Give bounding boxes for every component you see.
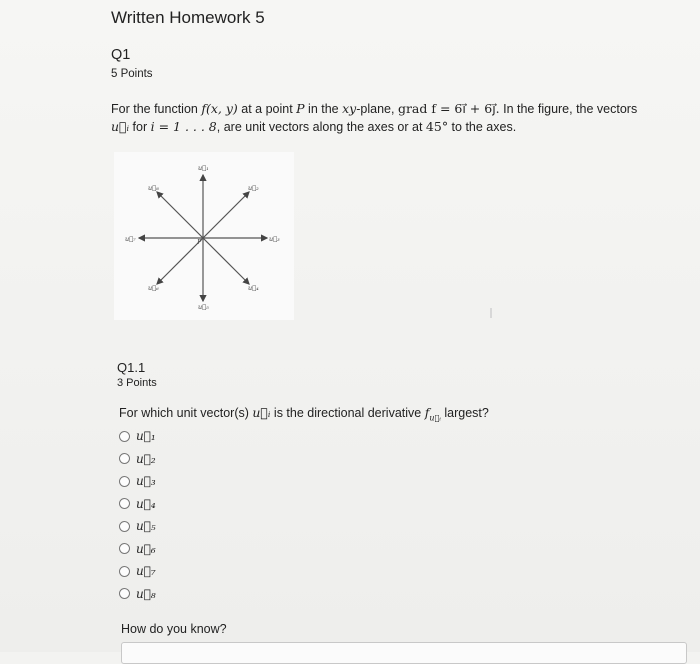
option-label: u⃗₄ — [136, 496, 156, 511]
radio-button[interactable] — [119, 543, 130, 554]
option-u7[interactable] — [119, 560, 156, 583]
radio-button[interactable] — [119, 498, 130, 509]
prompt-text: For the function — [111, 102, 202, 116]
prompt-text: -plane, — [356, 102, 398, 116]
prompt-angle: 45° — [425, 119, 449, 134]
subquestion-points: 3 Points — [117, 377, 157, 389]
question-heading: Q1 — [111, 47, 131, 63]
vector-u6-label: u⃗₆ — [148, 284, 159, 292]
option-label: u⃗₃ — [136, 474, 156, 489]
vector-u2-arrow — [203, 192, 249, 238]
stray-mark — [490, 308, 492, 318]
option-u2[interactable] — [119, 448, 156, 471]
subprompt-text: is the directional derivative — [270, 406, 425, 420]
vector-u4-arrow — [203, 238, 249, 284]
prompt-text: for — [129, 120, 151, 134]
question-prompt — [111, 100, 686, 136]
subprompt-derivative: f — [424, 405, 430, 420]
option-u8[interactable] — [119, 583, 156, 606]
radio-button[interactable] — [119, 453, 130, 464]
prompt-gradient: grad f = 6i⃗ + 6j⃗. — [397, 101, 500, 116]
radio-button[interactable] — [119, 431, 130, 442]
vector-u8-label: u⃗₈ — [148, 184, 159, 192]
radio-button[interactable] — [119, 588, 130, 599]
option-u6[interactable] — [119, 538, 156, 561]
explanation-textarea[interactable] — [121, 642, 687, 664]
answer-options — [119, 425, 156, 605]
option-label: u⃗₅ — [136, 519, 156, 534]
point-p-label: P — [197, 238, 202, 246]
subprompt-derivative-subscript: u⃗ᵢ — [429, 413, 441, 423]
subquestion-heading: Q1.1 — [117, 360, 146, 375]
prompt-text: to the axes. — [448, 120, 517, 134]
subquestion-prompt — [119, 405, 489, 423]
followup-label: How do you know? — [121, 622, 227, 636]
vector-u1-label: u⃗₁ — [198, 164, 209, 172]
vector-u8-arrow — [157, 192, 203, 238]
prompt-point: P — [296, 101, 305, 116]
prompt-text: at a point — [237, 102, 297, 116]
prompt-range: i = 1 . . . 8 — [150, 119, 217, 134]
vector-diagram — [114, 152, 294, 320]
prompt-text: , are unit vectors along the axes or at — [216, 120, 426, 134]
prompt-function: f(x, y) — [201, 101, 238, 116]
option-label: u⃗₈ — [136, 586, 156, 601]
vector-u3-label: u⃗₃ — [269, 235, 280, 243]
question-points: 5 Points — [111, 68, 153, 80]
option-u4[interactable] — [119, 493, 156, 516]
prompt-plane: xy — [342, 101, 357, 116]
option-label: u⃗₆ — [136, 541, 156, 556]
subprompt-unit-vector: u⃗ᵢ — [252, 405, 271, 420]
vector-u4-label: u⃗₄ — [248, 284, 259, 292]
prompt-text: in the — [304, 102, 343, 116]
subprompt-text: For which unit vector(s) — [119, 406, 253, 420]
radio-button[interactable] — [119, 476, 130, 487]
subprompt-text: largest? — [440, 406, 489, 420]
prompt-unit-vector: u⃗ᵢ — [111, 119, 130, 134]
option-label: u⃗₇ — [136, 564, 156, 579]
vector-u5-label: u⃗₅ — [198, 303, 209, 311]
option-u3[interactable] — [119, 470, 156, 493]
radio-button[interactable] — [119, 566, 130, 577]
vector-u7-label: u⃗₇ — [125, 235, 136, 243]
vector-u2-label: u⃗₂ — [248, 184, 259, 192]
option-u5[interactable] — [119, 515, 156, 538]
option-label: u⃗₁ — [136, 429, 156, 444]
unit-vectors-figure — [114, 152, 294, 320]
option-label: u⃗₂ — [136, 451, 156, 466]
option-u1[interactable] — [119, 425, 156, 448]
radio-button[interactable] — [119, 521, 130, 532]
prompt-text: In the figure, the vectors — [499, 102, 638, 116]
page-title: Written Homework 5 — [111, 8, 265, 27]
